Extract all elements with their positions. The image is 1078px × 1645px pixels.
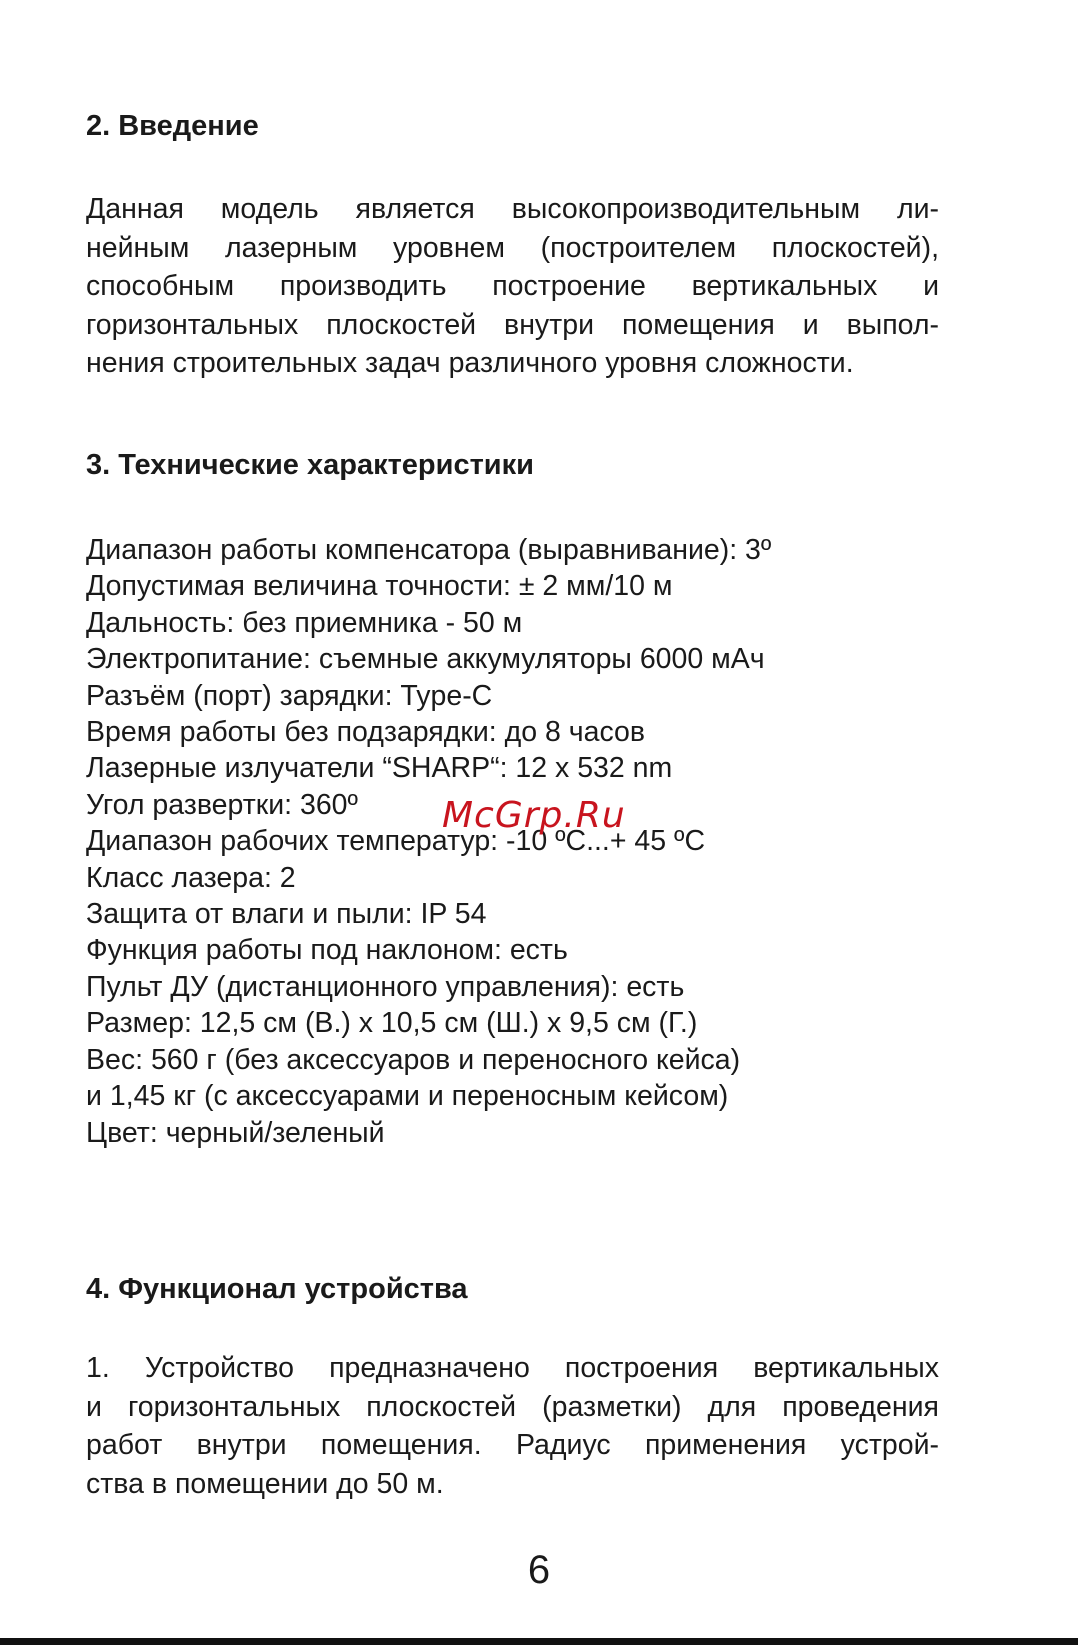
- spec-item: Разъём (порт) зарядки: Type-C: [86, 679, 493, 712]
- spec-item: Угол развертки: 360º: [86, 788, 358, 821]
- spec-item: Функция работы под наклоном: есть: [86, 934, 568, 967]
- features-paragraph: [86, 1349, 939, 1503]
- section-heading-specs: 3. Технические характеристики: [86, 449, 534, 481]
- watermark-text: McGrp.Ru: [442, 795, 626, 836]
- spec-item: Цвет: черный/зеленый: [86, 1116, 385, 1149]
- section-heading-intro: 2. Введение: [86, 110, 259, 142]
- page-number: 6: [527, 1548, 551, 1592]
- spec-item: Вес: 560 г (без аксессуаров и переносного кейса): [86, 1043, 741, 1076]
- spec-item: Лазерные излучатели “SHARP“: 12 x 532 nm: [86, 752, 673, 785]
- spec-item: Время работы без подзарядки: до 8 часов: [86, 716, 646, 749]
- spec-item: и 1,45 кг (с аксессуарами и переносным кейсом): [86, 1080, 729, 1113]
- intro-line: Данная модель является высокопроизводительным ли-: [86, 193, 939, 225]
- intro-line: нейным лазерным уровнем (построителем плоскостей),: [86, 231, 939, 264]
- intro-line: способным производить построение вертикальных и: [86, 270, 939, 302]
- spec-item: Размер: 12,5 см (В.) х 10,5 см (Ш.) х 9,5 см (Г.): [86, 1007, 698, 1040]
- intro-line: нения строительных задач различного уровня сложности.: [86, 347, 854, 379]
- spec-item: Защита от влаги и пыли: IP 54: [86, 898, 487, 931]
- features-line: ства в помещении до 50 м.: [86, 1467, 444, 1500]
- spec-item: Электропитание: съемные аккумуляторы 6000 мАч: [86, 643, 765, 676]
- specs-list: [86, 532, 771, 1151]
- spec-item: Диапазон работы компенсатора (выравнивание): 3º: [86, 534, 772, 566]
- features-line: 1. Устройство предназначено построения вертикальных: [86, 1352, 939, 1384]
- features-line: работ внутри помещения. Радиус применения устрой-: [86, 1429, 939, 1461]
- spec-item: Диапазон рабочих температур: -10 ºС...+ 45 ºС: [86, 825, 706, 858]
- spec-item: Дальность: без приемника - 50 м: [86, 606, 523, 639]
- features-line: и горизонтальных плоскостей (разметки) для проведения: [86, 1390, 939, 1423]
- intro-line: горизонтальных плоскостей внутри помещения и выпол-: [86, 308, 939, 341]
- spec-item: Допустимая величина точности: ± 2 мм/10 м: [86, 570, 673, 603]
- spec-item: Пульт ДУ (дистанционного управления): есть: [86, 970, 685, 1003]
- section-heading-features: 4. Функционал устройства: [86, 1273, 468, 1305]
- bottom-border: [0, 1638, 1078, 1645]
- intro-paragraph: [86, 190, 939, 383]
- spec-item: Класс лазера: 2: [86, 861, 296, 894]
